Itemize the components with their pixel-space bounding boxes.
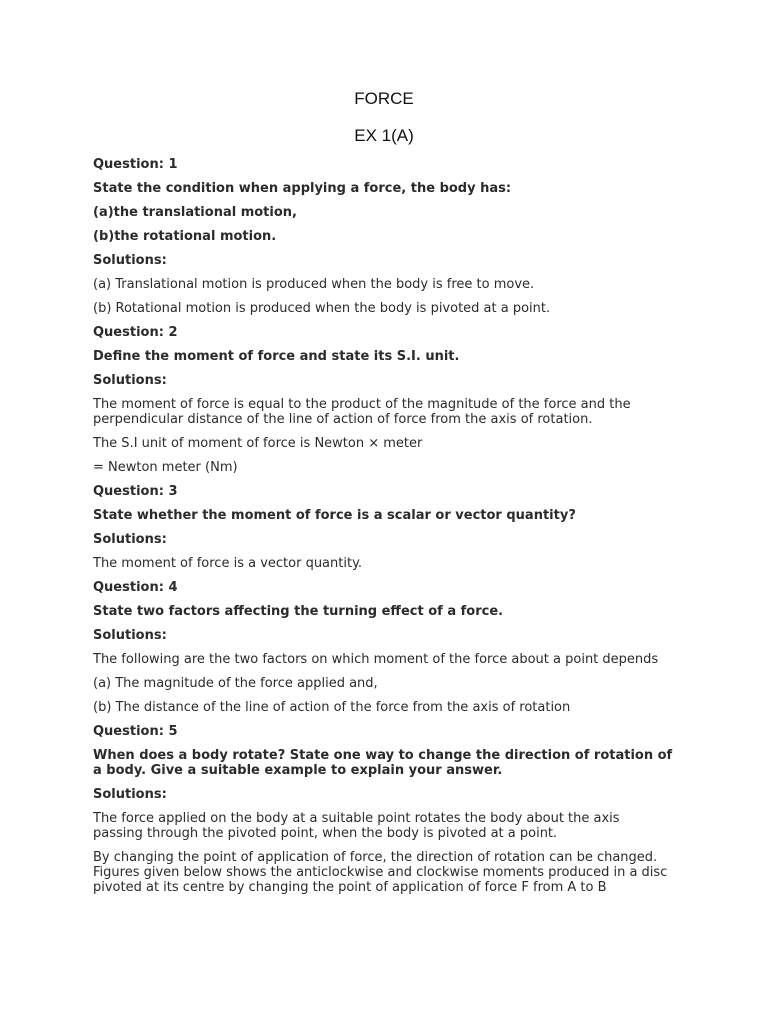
question-text: (a)the translational motion, [93,205,297,220]
solutions-label: Solutions: [93,787,167,802]
answer-text: By changing the point of application of force, the direction of rotation can be changed. Figures given below shows the anticlockwise and clockwise moments produced in a disc pivoted at its centre by changing the point of application of force F from A to B [93,850,668,895]
answer-text: (b) Rotational motion is produced when the body is pivoted at a point. [93,301,551,316]
document-body [93,157,673,904]
question-text: State two factors affecting the turning effect of a force. [93,604,504,619]
question-text: When does a body rotate? State one way to change the direction of rotation of a body. Give a suitable example to explain your answer. [93,748,673,778]
answer-text: The moment of force is equal to the product of the magnitude of the force and the perpendicular distance of the line of action of force from the axis of rotation. [93,397,631,427]
answer-text: The moment of force is a vector quantity. [93,556,363,571]
answer-text: = Newton meter (Nm) [93,460,238,475]
question-label: Question: 2 [93,325,178,340]
question-text: Define the moment of force and state its S.I. unit. [93,349,460,364]
solutions-label: Solutions: [93,532,167,547]
solutions-label: Solutions: [93,628,167,643]
question-text: State whether the moment of force is a scalar or vector quantity? [93,508,576,523]
answer-text: The S.I unit of moment of force is Newton × meter [93,436,423,451]
question-label: Question: 4 [93,580,178,595]
answer-text: (a) The magnitude of the force applied and, [93,676,378,691]
page-title: FORCE [354,89,414,108]
question-label: Question: 1 [93,157,178,172]
solutions-label: Solutions: [93,253,167,268]
answer-text: (b) The distance of the line of action of the force from the axis of rotation [93,700,571,715]
answer-text: (a) Translational motion is produced when the body is free to move. [93,277,535,292]
exercise-subtitle: EX 1(A) [354,126,414,145]
solutions-label: Solutions: [93,373,167,388]
question-label: Question: 3 [93,484,178,499]
question-text: (b)the rotational motion. [93,229,277,244]
question-text: State the condition when applying a force, the body has: [93,181,512,196]
question-label: Question: 5 [93,724,178,739]
answer-text: The following are the two factors on which moment of the force about a point depends [93,652,659,667]
answer-text: The force applied on the body at a suitable point rotates the body about the axis passing through the pivoted point, when the body is pivoted at a point. [93,811,620,841]
